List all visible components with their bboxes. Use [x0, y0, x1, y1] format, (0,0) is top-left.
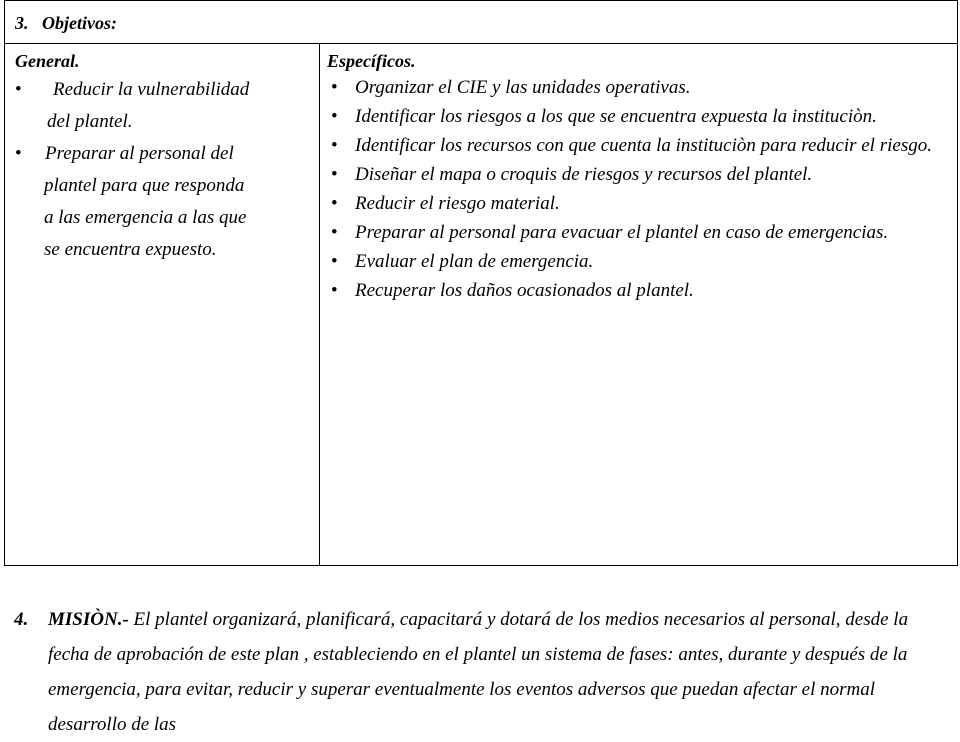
bullet-icon: •	[331, 77, 338, 98]
section-3-label: Objetivos:	[42, 13, 117, 33]
general-objective-line: plantel para que responda	[44, 175, 245, 196]
general-objectives-column	[15, 48, 315, 266]
section-3-number: 3.	[15, 13, 29, 33]
bullet-icon: •	[331, 222, 338, 243]
mission-text: El plantel organizará, planificará, capacitará y dotará de los medios necesarios al personal, desde la fecha de aprobación de este plan , estableciendo en el plantel un sistema de fases: antes, durante y después de la emergencia, para evitar, reducir y superar eventualmente los eventos adversos que puedan afectar el normal desarrollo de las	[48, 609, 909, 735]
column-divider	[319, 44, 320, 566]
bullet-icon: •	[331, 193, 338, 214]
section-4-number: 4.	[14, 609, 29, 630]
specific-objectives-column	[327, 48, 957, 306]
general-objective-line: a las emergencia a las que	[44, 207, 247, 228]
bullet-icon: •	[15, 143, 22, 164]
specific-objective-item	[327, 248, 957, 275]
bullet-icon: •	[331, 135, 338, 156]
bullet-icon: •	[331, 251, 338, 272]
specific-objective-item	[327, 74, 957, 101]
specific-objective-item	[327, 132, 957, 159]
general-objective-line: Reducir la vulnerabilidad	[53, 79, 250, 100]
specific-objective-item	[327, 190, 957, 217]
general-objective-line: del plantel.	[47, 111, 133, 132]
section-3-title	[15, 13, 117, 34]
bullet-icon: •	[331, 280, 338, 301]
general-objective-line: se encuentra expuesto.	[44, 239, 217, 260]
specific-heading: Específicos.	[327, 51, 416, 71]
specific-objective-text: Preparar al personal para evacuar el plantel en caso de emergencias.	[355, 222, 889, 243]
general-objective-item	[15, 74, 315, 138]
mission-paragraph	[14, 602, 950, 742]
general-heading: General.	[15, 51, 80, 71]
general-objective-line: Preparar al personal del	[45, 143, 234, 164]
specific-objectives-list	[327, 74, 957, 304]
specific-objective-text: Reducir el riesgo material.	[355, 193, 560, 214]
general-objectives-list	[15, 74, 315, 266]
general-objective-item	[15, 138, 315, 266]
specific-objective-item	[327, 161, 957, 188]
mission-label: MISIÒN.-	[48, 609, 129, 630]
bullet-icon: •	[331, 164, 338, 185]
objectives-table	[4, 0, 958, 566]
specific-objective-item	[327, 103, 957, 130]
specific-objective-text: Recuperar los daños ocasionados al plantel.	[355, 280, 694, 301]
specific-objective-text: Identificar los recursos con que cuenta la instituciòn para reducir el riesgo.	[355, 135, 932, 156]
specific-objective-text: Identificar los riesgos a los que se encuentra expuesta la instituciòn.	[355, 106, 877, 127]
specific-objective-text: Diseñar el mapa o croquis de riesgos y recursos del plantel.	[355, 164, 813, 185]
specific-objective-text: Organizar el CIE y las unidades operativas.	[355, 77, 691, 98]
specific-objective-item	[327, 219, 957, 246]
bullet-icon: •	[331, 106, 338, 127]
specific-objective-text: Evaluar el plan de emergencia.	[355, 251, 594, 272]
objectives-header-row	[5, 0, 957, 44]
specific-objective-item	[327, 277, 957, 304]
mission-section	[14, 602, 950, 742]
bullet-icon: •	[15, 79, 22, 100]
